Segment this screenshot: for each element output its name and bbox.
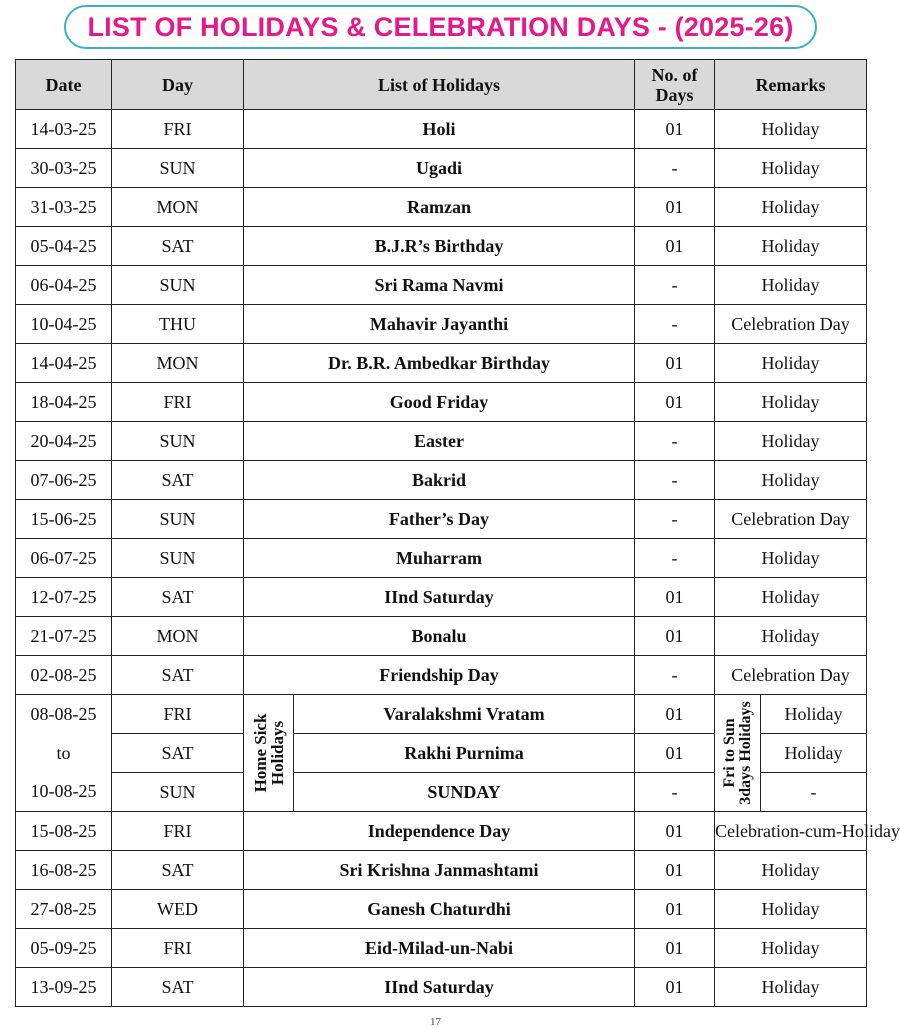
remark-cell: Celebration Day [715,500,867,539]
date-cell: 10-04-25 [16,305,112,344]
date-cell: 31-03-25 [16,188,112,227]
date-cell: 14-04-25 [16,344,112,383]
holiday-name-cell: Dr. B.R. Ambedkar Birthday [244,344,635,383]
date-cell: 20-04-25 [16,422,112,461]
no-of-days-cell: 01 [635,110,715,149]
no-of-days-cell: - [635,773,715,812]
table-row [16,617,867,656]
day-cell: FRI [112,383,244,422]
no-of-days-cell: 01 [635,890,715,929]
holiday-name-cell: Easter [244,422,635,461]
day-cell: SAT [112,227,244,266]
table-row [16,305,867,344]
table-row [16,851,867,890]
remark-cell: - [761,773,867,812]
holiday-name-cell: IInd Saturday [244,578,635,617]
day-cell: WED [112,890,244,929]
no-of-days-cell: 01 [635,578,715,617]
day-cell: THU [112,305,244,344]
no-of-days-cell: - [635,500,715,539]
table-row [16,968,867,1007]
date-cell: 14-03-25 [16,110,112,149]
remark-cell: Celebration Day [715,305,867,344]
holiday-name-cell: B.J.R’s Birthday [244,227,635,266]
table-row [16,929,867,968]
date-cell: 05-04-25 [16,227,112,266]
table-row [16,110,867,149]
remark-cell: Holiday [715,578,867,617]
remark-cell: Holiday [715,851,867,890]
day-cell: SUN [112,149,244,188]
remark-cell: Holiday [715,110,867,149]
table-row [16,344,867,383]
remark-cell: Holiday [715,422,867,461]
day-cell: SAT [112,656,244,695]
no-of-days-cell: 01 [635,188,715,227]
date-cell: 05-09-25 [16,929,112,968]
day-cell: SAT [112,461,244,500]
holiday-name-cell: IInd Saturday [244,968,635,1007]
holiday-name-cell: Bakrid [244,461,635,500]
date-cell: 30-03-25 [16,149,112,188]
date-cell: 12-07-25 [16,578,112,617]
holiday-name-cell: Ganesh Chaturdhi [244,890,635,929]
home-sick-line1: Home Sick [250,713,270,793]
no-of-days-cell: 01 [635,695,715,734]
home-sick-holidays-label [244,695,294,812]
date-cell: 13-09-25 [16,968,112,1007]
remark-cell: Holiday [715,344,867,383]
table-row [16,266,867,305]
no-of-days-cell: - [635,461,715,500]
table-row [16,383,867,422]
header-no-of-days-line2: Days [655,84,694,105]
home-sick-line2: Holidays [267,720,287,786]
remark-cell: Holiday [761,695,867,734]
day-cell: SAT [112,851,244,890]
date-cell: 02-08-25 [16,656,112,695]
day-cell: SAT [112,734,244,773]
day-cell: MON [112,188,244,227]
no-of-days-cell: 01 [635,617,715,656]
holiday-name-cell: Good Friday [244,383,635,422]
remark-cell: Holiday [761,734,867,773]
holiday-table [15,59,900,1007]
fri-to-sun-line1: Fri to Sun [720,718,738,788]
no-of-days-cell: 01 [635,968,715,1007]
day-cell: SUN [112,539,244,578]
table-row [16,188,867,227]
no-of-days-cell: - [635,305,715,344]
table-row [16,149,867,188]
no-of-days-cell: 01 [635,812,715,851]
page-title: LIST OF HOLIDAYS & CELEBRATION DAYS - (2025-26) [87,11,794,42]
header-date: Date [16,60,112,110]
remark-cell: Holiday [715,461,867,500]
date-cell: to [16,734,112,773]
fri-to-sun-text [722,701,754,805]
fri-to-sun-line2: 3days Holidays [736,701,754,805]
holiday-name-cell: Bonalu [244,617,635,656]
table-row [16,695,867,734]
no-of-days-cell: - [635,539,715,578]
holiday-name-cell: Ugadi [244,149,635,188]
header-no-of-days-line1: No. of [651,64,698,85]
date-cell: 15-06-25 [16,500,112,539]
table-row [16,890,867,929]
remark-cell: Holiday [715,188,867,227]
table-row [16,227,867,266]
remark-cell: Holiday [715,929,867,968]
day-cell: SUN [112,422,244,461]
remark-cell: Celebration Day [715,656,867,695]
date-cell: 06-07-25 [16,539,112,578]
day-cell: FRI [112,812,244,851]
home-sick-holidays-text [252,714,286,793]
day-cell: SUN [112,500,244,539]
header-no-of-days [635,60,715,110]
header-day: Day [112,60,244,110]
holiday-name-cell: Rakhi Purnima [294,734,635,773]
no-of-days-cell: 01 [635,344,715,383]
date-cell: 27-08-25 [16,890,112,929]
table-row [16,539,867,578]
holiday-name-cell: Varalakshmi Vratam [294,695,635,734]
table-row [16,422,867,461]
holiday-name-cell: Sri Rama Navmi [244,266,635,305]
no-of-days-cell: 01 [635,383,715,422]
no-of-days-cell: - [635,266,715,305]
remark-cell: Holiday [715,383,867,422]
table-row [16,578,867,617]
day-cell: FRI [112,695,244,734]
day-cell: MON [112,617,244,656]
holiday-name-cell: Ramzan [244,188,635,227]
holiday-name-cell: Father’s Day [244,500,635,539]
holiday-name-cell: Eid-Milad-un-Nabi [244,929,635,968]
holiday-name-cell: Holi [244,110,635,149]
no-of-days-cell: - [635,656,715,695]
day-cell: FRI [112,110,244,149]
remark-cell: Holiday [715,617,867,656]
table-row [16,812,867,851]
remark-cell: Holiday [715,968,867,1007]
holiday-name-cell: Independence Day [244,812,635,851]
remark-cell: Holiday [715,539,867,578]
date-cell: 07-06-25 [16,461,112,500]
date-cell: 06-04-25 [16,266,112,305]
remark-cell: Holiday [715,890,867,929]
day-cell: SUN [112,266,244,305]
no-of-days-cell: 01 [635,929,715,968]
no-of-days-cell: - [635,149,715,188]
header-row [16,60,867,110]
holiday-name-cell: SUNDAY [294,773,635,812]
no-of-days-cell: 01 [635,227,715,266]
header-holidays: List of Holidays [244,60,635,110]
remark-cell: Celebration-cum-Holiday [715,812,867,851]
date-cell: 10-08-25 [16,773,112,812]
remark-cell: Holiday [715,149,867,188]
table-row [16,500,867,539]
day-cell: MON [112,344,244,383]
table-row [16,656,867,695]
date-cell: 16-08-25 [16,851,112,890]
holiday-name-cell: Sri Krishna Janmashtami [244,851,635,890]
no-of-days-cell: - [635,422,715,461]
no-of-days-cell: 01 [635,734,715,773]
date-cell: 18-04-25 [16,383,112,422]
header-remarks: Remarks [715,60,867,110]
date-cell: 08-08-25 [16,695,112,734]
no-of-days-cell: 01 [635,851,715,890]
day-cell: SAT [112,578,244,617]
page-number: 17 [430,1016,441,1028]
holiday-name-cell: Friendship Day [244,656,635,695]
fri-to-sun-label [715,695,761,812]
holiday-name-cell: Mahavir Jayanthi [244,305,635,344]
table-row [16,461,867,500]
remark-cell: Holiday [715,227,867,266]
remark-cell: Holiday [715,266,867,305]
title-banner [64,5,817,49]
day-cell: SUN [112,773,244,812]
holiday-name-cell: Muharram [244,539,635,578]
day-cell: SAT [112,968,244,1007]
date-cell: 21-07-25 [16,617,112,656]
day-cell: FRI [112,929,244,968]
date-cell: 15-08-25 [16,812,112,851]
